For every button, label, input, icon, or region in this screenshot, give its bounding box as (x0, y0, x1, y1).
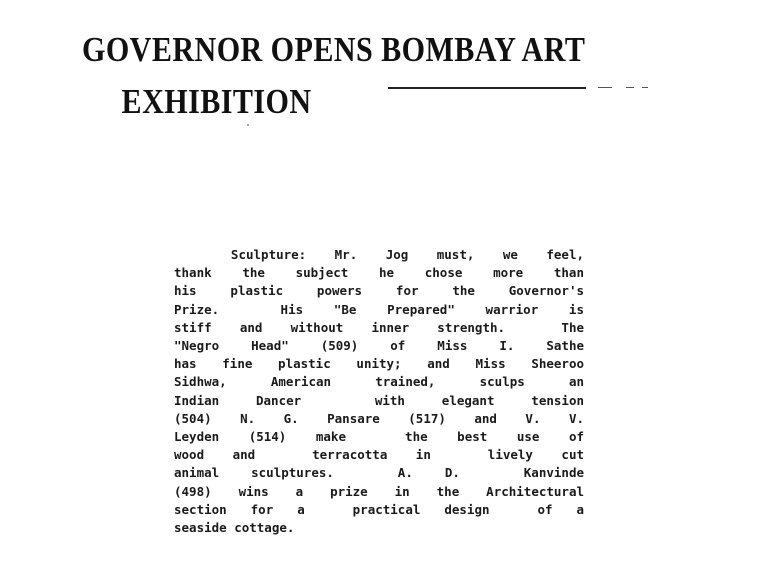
article-line: has fine plastic unity; and Miss Sheeroo (174, 356, 584, 372)
article-body (174, 246, 584, 537)
article-line: seaside cottage. (174, 520, 295, 536)
rule-dash (626, 87, 634, 88)
headline-line-2: EXHIBITION (121, 82, 312, 121)
article-line: stiff and without inner strength. The (174, 319, 584, 335)
article-line: "Negro Head" (509) of Miss I. Sathe (174, 338, 584, 354)
rule-dash (598, 87, 612, 88)
article-line: wood and terracotta in lively cut (174, 447, 584, 463)
article-line: Leyden (514) make the best use of (174, 429, 584, 445)
headline (82, 24, 585, 128)
headline-rule (388, 87, 586, 89)
article-line: his plastic powers for the Governor's (174, 283, 584, 299)
article-line: animal sculptures. A. D. Kanvinde (174, 465, 584, 481)
headline-line-1: GOVERNOR OPENS BOMBAY ART (82, 30, 586, 69)
article-line: Sculpture: Mr. Jog must, we feel, (174, 247, 584, 262)
article-line: Indian Dancer with elegant tension (174, 392, 584, 408)
article-line: thank the subject he chose more than (174, 265, 584, 281)
article-line: Sidhwa, American trained, sculps an (174, 374, 584, 390)
rule-dash (642, 87, 648, 88)
print-speck (247, 124, 249, 126)
article-line: Prize. His "Be Prepared" warrior is (174, 301, 584, 317)
article-line: section for a practical design of a (174, 501, 584, 517)
article-line: (504) N. G. Pansare (517) and V. V. (174, 410, 584, 426)
article-line: (498) wins a prize in the Architectural (174, 483, 584, 499)
